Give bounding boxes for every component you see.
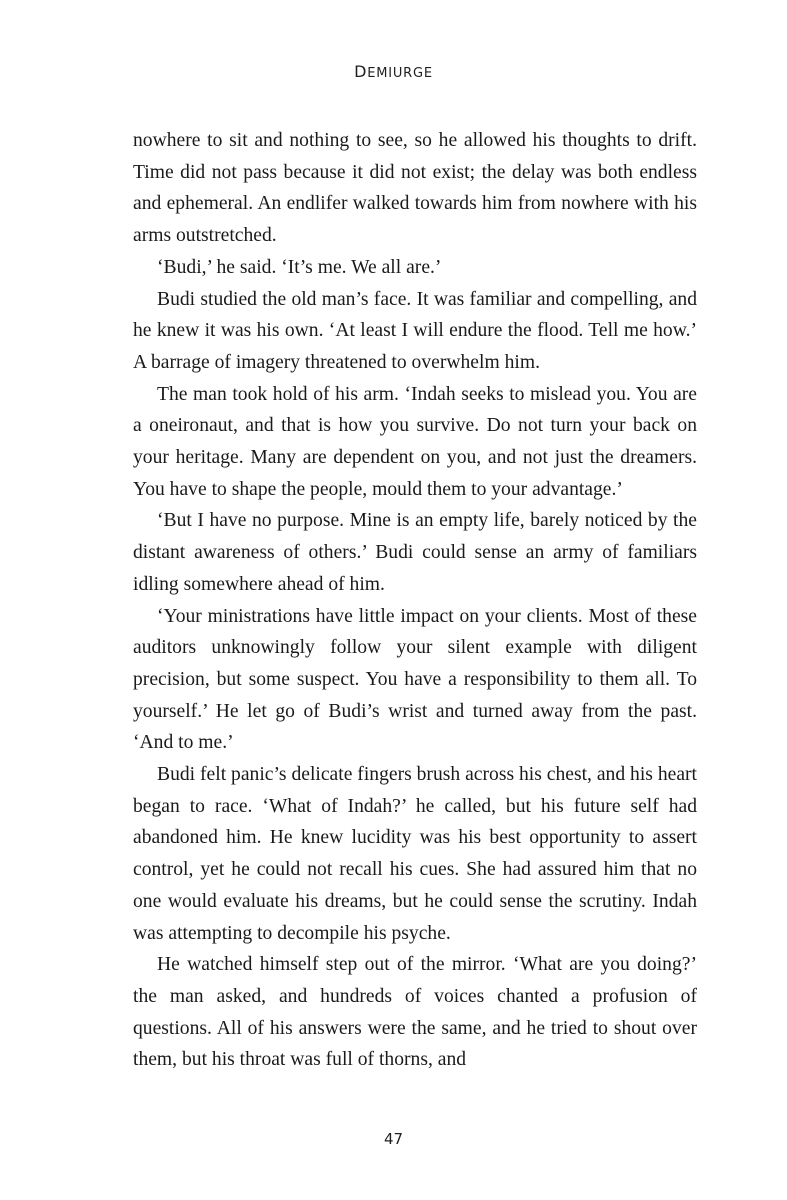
paragraph: The man took hold of his arm. ‘Indah seeks to mislead you. You are a oneironaut, and that is how you survive. Do not turn your back on your heritage. Many are dependent on you, and not just the dreamers. You have to shape the people, mould them to your advantage.’	[133, 383, 697, 500]
running-header-initial: D	[354, 62, 368, 81]
paragraph: ‘But I have no purpose. Mine is an empty life, barely noticed by the distant awareness of others.’ Budi could sense an army of familiars idling somewhere ahead of him.	[133, 510, 697, 595]
running-header	[0, 62, 787, 81]
paragraph: Budi felt panic’s delicate fingers brush across his chest, and his heart began to race. ‘What of Indah?’ he called, but his future self had abandoned him. He knew lucidity was his best opportunity to assert control, yet he could not recall his cues. She had assured him that no one would evaluate his dreams, but he could sense the scrutiny. Indah was attempting to decompile his psyche.	[133, 764, 697, 944]
paragraph: ‘Your ministrations have little impact on your clients. Most of these auditors unknowingly follow your silent example with diligent precision, but some suspect. You have a responsibility to them all. To yourself.’ He let go of Budi’s wrist and turned away from the past. ‘And to me.’	[133, 605, 697, 754]
page-number: 47	[383, 1130, 404, 1148]
paragraph: nowhere to sit and nothing to see, so he allowed his thoughts to drift. Time did not pass because it did not exist; the delay was both endless and ephemeral. An endlifer walked towards him from nowhere with his arms outstretched.	[133, 130, 697, 247]
body-text	[133, 125, 697, 1076]
paragraph: He watched himself step out of the mirror. ‘What are you doing?’ the man asked, and hundreds of voices chanted a profusion of questions. All of his answers were the same, and he tried to shout over them, but his throat was full of thorns, and	[133, 954, 697, 1071]
paragraph: ‘Budi,’ he said. ‘It’s me. We all are.’	[157, 256, 442, 278]
paragraph: Budi studied the old man’s face. It was familiar and compelling, and he knew it was his own. ‘At least I will endure the flood. Tell me how.’ A barrage of imagery threatened to overwhelm him.	[133, 288, 697, 373]
running-header-rest: EMIURGE	[367, 66, 433, 81]
